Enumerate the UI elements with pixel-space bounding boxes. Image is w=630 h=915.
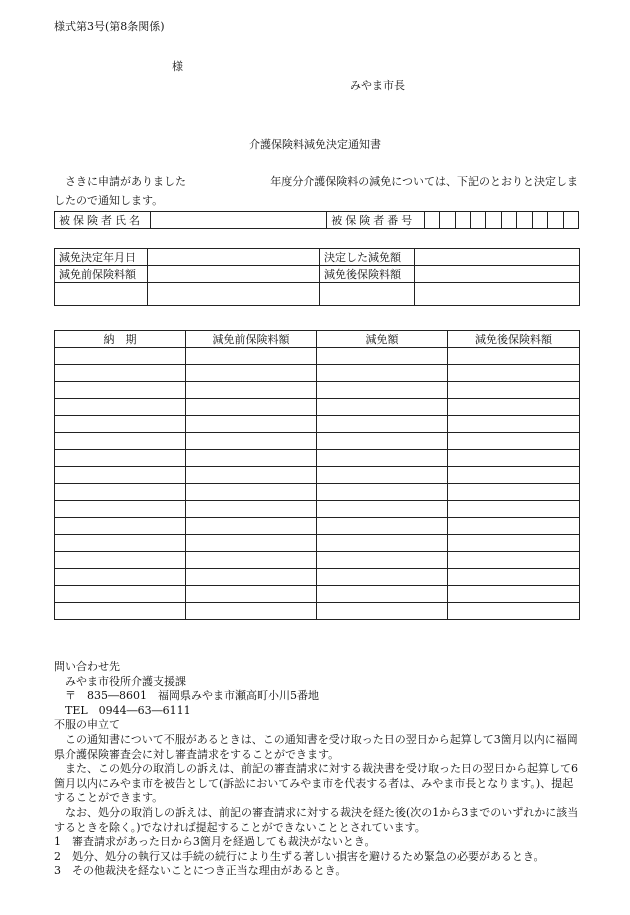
payment-row (55, 433, 580, 450)
appeal-heading: 不服の申立て (54, 718, 120, 732)
form-number-label: 様式第3号(第8条関係) (54, 20, 165, 33)
decision-date-label: 減免決定年月日 (55, 249, 148, 266)
intro-line1-b: 年度分介護保険料の減免については、下記のとおりと決定しま (270, 175, 578, 188)
payment-row (55, 382, 580, 399)
premium-after-cell[interactable] (448, 348, 580, 365)
reduction-cell[interactable] (317, 365, 448, 382)
insured-number-digit[interactable] (440, 212, 455, 229)
insured-number-digit[interactable] (424, 212, 439, 229)
due-date-cell[interactable] (55, 450, 186, 467)
due-date-cell[interactable] (55, 467, 186, 484)
insured-number-digit[interactable] (471, 212, 486, 229)
reduction-cell[interactable] (317, 518, 448, 535)
reduction-cell[interactable] (317, 382, 448, 399)
due-date-cell[interactable] (55, 433, 186, 450)
payment-row (55, 552, 580, 569)
payment-row (55, 416, 580, 433)
premium-before-label: 減免前保険料額 (55, 266, 148, 283)
decision-blank-cell[interactable] (320, 283, 415, 306)
insured-number-digit[interactable] (548, 212, 563, 229)
reduction-cell[interactable] (317, 535, 448, 552)
payment-row (55, 399, 580, 416)
premium-after-cell[interactable] (448, 484, 580, 501)
premium-before-cell[interactable] (186, 399, 317, 416)
premium-after-cell[interactable] (448, 467, 580, 484)
reduction-cell[interactable] (317, 484, 448, 501)
insured-row (55, 212, 579, 229)
payment-header-row (55, 331, 580, 348)
premium-before-cell[interactable] (186, 348, 317, 365)
due-date-cell[interactable] (55, 365, 186, 382)
appeal-item-1: 1 審査請求があった日から3箇月を経過しても裁決がないとき。 (54, 835, 376, 849)
insured-number-digit[interactable] (486, 212, 501, 229)
premium-before-cell[interactable] (186, 416, 317, 433)
contact-office: みやま市役所介護支援課 (65, 674, 186, 688)
premium-after-cell[interactable] (448, 603, 580, 620)
decision-row (55, 266, 580, 283)
premium-before-cell[interactable] (186, 484, 317, 501)
decision-row (55, 249, 580, 266)
payment-row (55, 501, 580, 518)
appeal-item-3: 3 その他裁決を経ないことにつき正当な理由があるとき。 (54, 864, 347, 878)
due-date-cell[interactable] (55, 603, 186, 620)
insured-number-digit[interactable] (501, 212, 516, 229)
due-date-cell[interactable] (55, 501, 186, 518)
reduction-cell[interactable] (317, 348, 448, 365)
premium-before-cell[interactable] (186, 518, 317, 535)
issuer-name: みやま市長 (350, 79, 405, 92)
premium-after-cell[interactable] (448, 518, 580, 535)
notes-section (54, 660, 584, 879)
payment-row (55, 365, 580, 382)
decided-amount-label: 決定した減免額 (320, 249, 415, 266)
premium-before-cell[interactable] (186, 433, 317, 450)
payment-row (55, 535, 580, 552)
premium-before-cell[interactable] (186, 603, 317, 620)
appeal-item-2: 2 処分、処分の執行又は手続の続行により生ずる著しい損害を避けるため緊急の必要があるとき。 (54, 849, 545, 863)
due-date-cell[interactable] (55, 382, 186, 399)
premium-after-cell[interactable] (448, 552, 580, 569)
addressee-suffix: 様 (172, 60, 183, 73)
decision-date-cell[interactable] (148, 249, 320, 266)
contact-heading: 問い合わせ先 (54, 660, 120, 673)
payment-row (55, 348, 580, 365)
reduction-cell[interactable] (317, 399, 448, 416)
premium-before-cell[interactable] (186, 450, 317, 467)
appeal-paragraph-1: この通知書について不服があるときは、この通知書を受け取った日の翌日から起算して3箇月以内に福岡県介護保険審査会に対し審査請求をすることができます。 (54, 732, 578, 761)
decision-blank-cell[interactable] (55, 283, 148, 306)
payment-row (55, 586, 580, 603)
intro-paragraph (54, 172, 578, 210)
premium-after-cell[interactable] (448, 416, 580, 433)
reduction-header: 減免額 (317, 331, 448, 348)
reduction-cell[interactable] (317, 552, 448, 569)
premium-after-cell[interactable] (448, 433, 580, 450)
premium-after-cell[interactable] (415, 266, 580, 283)
decided-amount-cell[interactable] (415, 249, 580, 266)
payment-schedule-table (54, 330, 580, 620)
decision-blank-cell[interactable] (148, 283, 320, 306)
premium-before-cell[interactable] (186, 569, 317, 586)
payment-body (55, 348, 580, 620)
decision-blank-cell[interactable] (415, 283, 580, 306)
premium-before-cell[interactable] (186, 467, 317, 484)
premium-after-cell[interactable] (448, 569, 580, 586)
due-date-cell[interactable] (55, 535, 186, 552)
due-date-cell[interactable] (55, 586, 186, 603)
insured-name-label: 被保険者氏名 (55, 212, 151, 229)
due-date-cell[interactable] (55, 416, 186, 433)
due-date-cell[interactable] (55, 518, 186, 535)
premium-after-header: 減免後保険料額 (448, 331, 580, 348)
insured-number-digit[interactable] (532, 212, 547, 229)
premium-before-header: 減免前保険料額 (186, 331, 317, 348)
premium-after-cell[interactable] (448, 586, 580, 603)
contact-postal-address: 〒 835―8601 福岡県みやま市瀬高町小川5番地 (65, 689, 319, 703)
insured-name-cell[interactable] (150, 212, 327, 229)
due-date-cell[interactable] (55, 348, 186, 365)
premium-before-cell[interactable] (186, 501, 317, 518)
insured-number-digit[interactable] (455, 212, 470, 229)
reduction-cell[interactable] (317, 433, 448, 450)
premium-after-label: 減免後保険料額 (320, 266, 415, 283)
reduction-cell[interactable] (317, 416, 448, 433)
payment-row (55, 467, 580, 484)
premium-after-cell[interactable] (448, 450, 580, 467)
reduction-cell[interactable] (317, 450, 448, 467)
insured-number-digit[interactable] (517, 212, 532, 229)
insured-number-label: 被保険者番号 (327, 212, 425, 229)
intro-line2: したので通知します。 (54, 194, 164, 207)
premium-before-cell[interactable] (186, 382, 317, 399)
payment-row (55, 484, 580, 501)
reduction-cell[interactable] (317, 603, 448, 620)
insured-table (54, 211, 579, 229)
payment-row (55, 603, 580, 620)
appeal-paragraph-2: また、この処分の取消しの訴えは、前記の審査請求に対する裁決書を受け取った日の翌日から起算して6箇月以内にみやま市を被告として(訴訟においてみやま市を代表する者は、みやま市長となります。)、提起することができます。 (54, 762, 578, 805)
payment-row (55, 518, 580, 535)
premium-after-cell[interactable] (448, 382, 580, 399)
insured-number-digit[interactable] (563, 212, 578, 229)
due-date-cell[interactable] (55, 552, 186, 569)
premium-after-cell[interactable] (448, 399, 580, 416)
premium-before-cell[interactable] (186, 552, 317, 569)
contact-telephone: TEL 0944―63―6111 (65, 703, 191, 717)
appeal-paragraph-3: なお、処分の取消しの訴えは、前記の審査請求に対する裁決を経た後(次の1から3までのいずれかに該当するときを除く。)でなければ提起することができないこととされています。 (54, 805, 579, 834)
premium-after-cell[interactable] (448, 535, 580, 552)
due-date-cell[interactable] (55, 399, 186, 416)
premium-before-cell[interactable] (186, 586, 317, 603)
due-date-header: 納 期 (55, 331, 186, 348)
reduction-cell[interactable] (317, 501, 448, 518)
premium-after-cell[interactable] (448, 501, 580, 518)
reduction-cell[interactable] (317, 586, 448, 603)
intro-line1-a: さきに申請がありました (65, 175, 186, 188)
decision-table (54, 248, 580, 306)
payment-row (55, 569, 580, 586)
premium-before-cell[interactable] (186, 365, 317, 382)
document-title: 介護保険料減免決定通知書 (249, 138, 381, 151)
due-date-cell[interactable] (55, 569, 186, 586)
reduction-cell[interactable] (317, 467, 448, 484)
premium-before-cell[interactable] (186, 535, 317, 552)
due-date-cell[interactable] (55, 484, 186, 501)
reduction-cell[interactable] (317, 569, 448, 586)
decision-row (55, 283, 580, 306)
premium-before-cell[interactable] (148, 266, 320, 283)
payment-row (55, 450, 580, 467)
premium-after-cell[interactable] (448, 365, 580, 382)
